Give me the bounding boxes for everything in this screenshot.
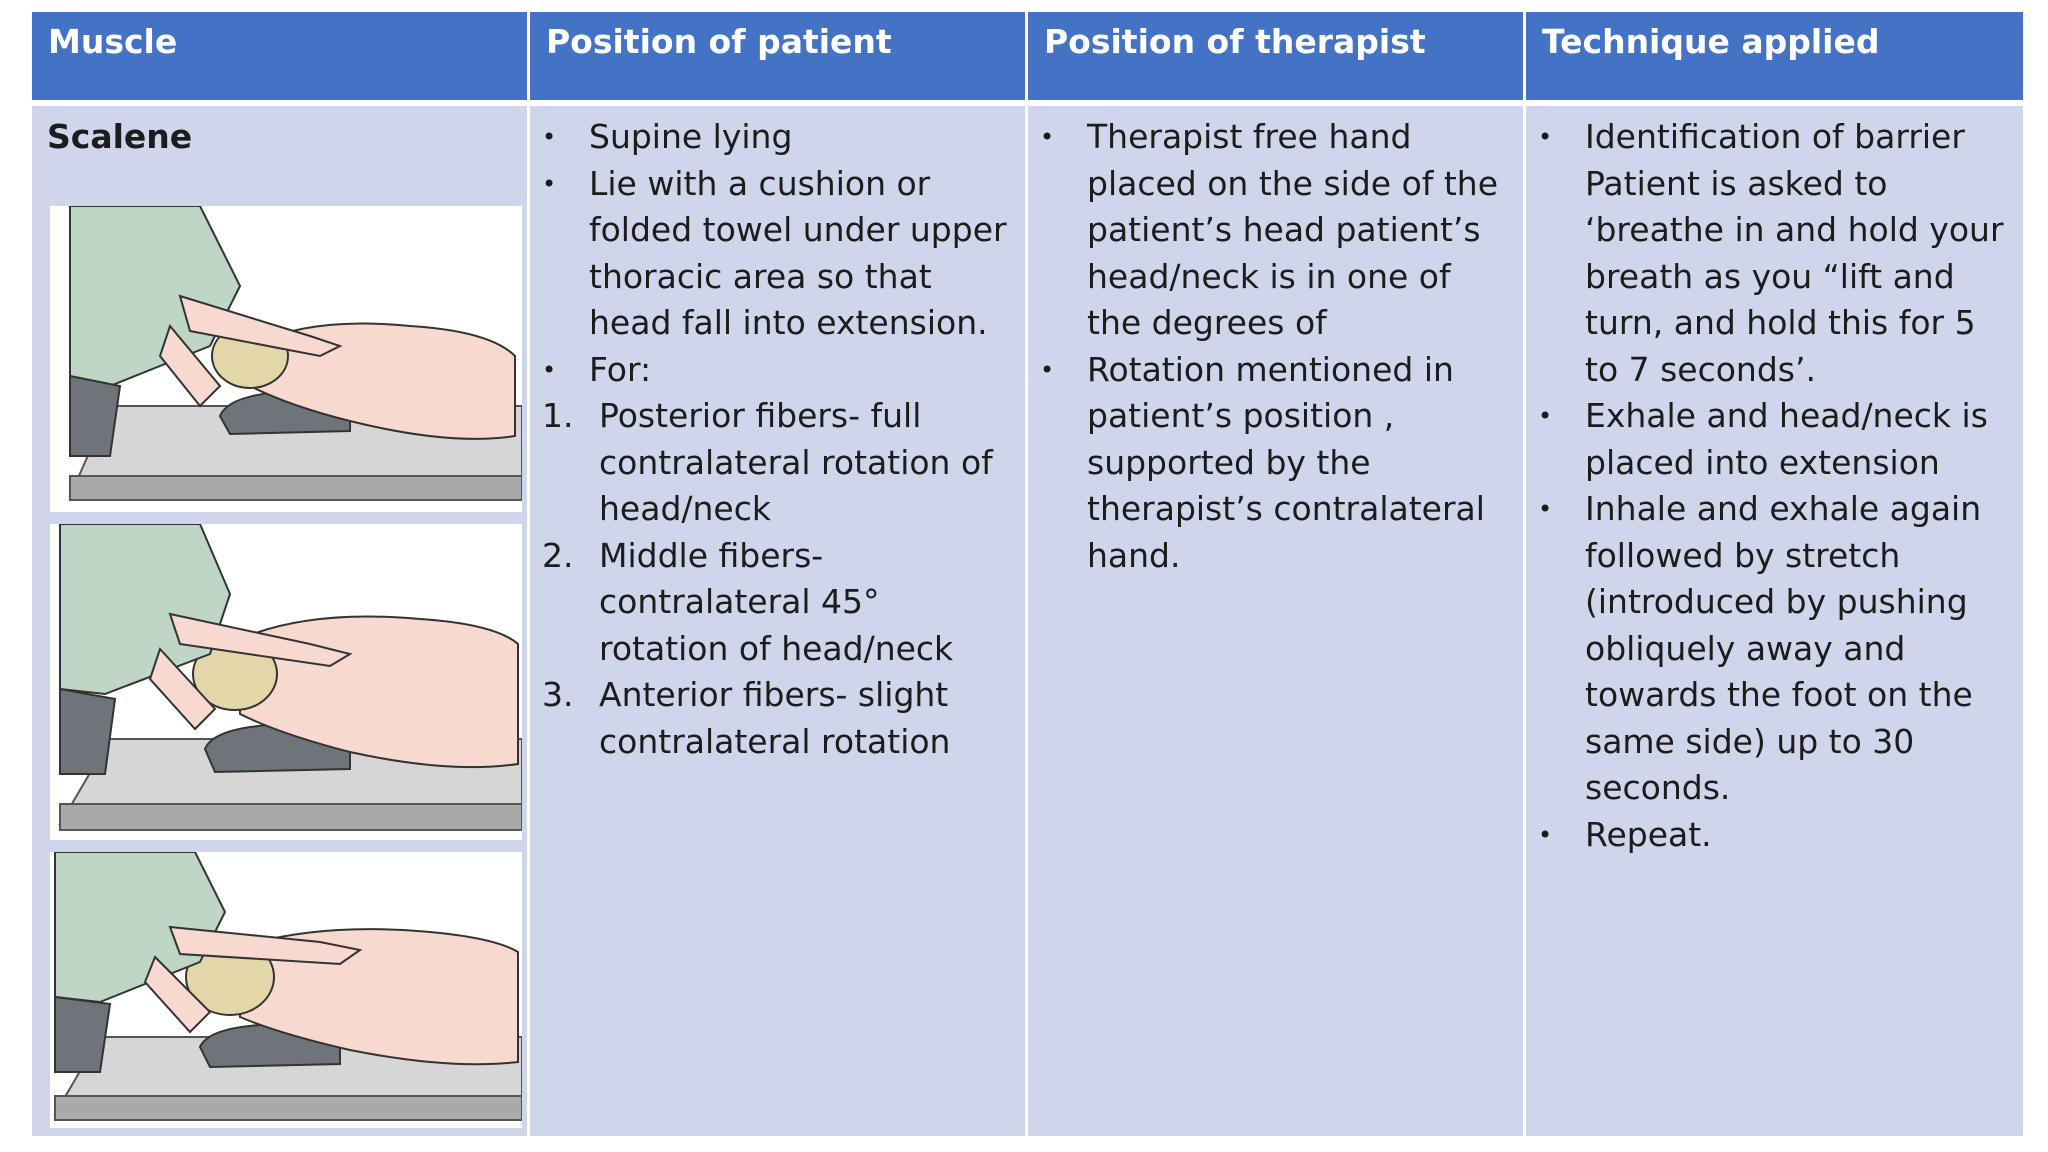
stretch-illustration-anterior [50, 852, 522, 1128]
cell-patient-position [530, 106, 1025, 1136]
number-marker: 3. [542, 675, 574, 714]
list-item: 1. Posterior fibers- full contralateral rotation of head/neck [542, 393, 1013, 533]
list-item: • Lie with a cushion or folded towel under upper thoracic area so that head fall into extension. [542, 161, 1013, 347]
bullet-marker: • [542, 355, 557, 384]
list-item: • Exhale and head/neck is placed into extension [1538, 393, 2011, 486]
number-marker: 2. [542, 535, 574, 575]
stretch-illustration-middle [50, 524, 522, 840]
bullet-marker: • [542, 123, 557, 151]
cell-therapist-position [1028, 106, 1523, 1136]
list-item: • Identification of barrier Patient is asked to ‘breathe in and hold your breath as you “lift and turn, and hold this for 5 to 7 seconds’. [1538, 114, 2011, 393]
bullet-marker: • [1040, 123, 1055, 151]
bullet-marker: • [1538, 820, 1553, 849]
header-patient-position: Position of patient [530, 12, 1025, 100]
header-therapist-position: Position of therapist [1028, 12, 1523, 100]
therapist-bullets [1040, 114, 1511, 579]
bullet-marker: • [1538, 495, 1553, 523]
technique-bullets [1538, 114, 2011, 858]
patient-numbered-list [542, 393, 1013, 765]
bullet-marker: • [1538, 402, 1553, 430]
list-item: • Rotation mentioned in patient’s position , supported by the therapist’s contralateral hand. [1040, 347, 1511, 580]
technique-table [32, 12, 2020, 1136]
list-item: • For: [542, 347, 1013, 394]
patient-bullets [542, 114, 1013, 393]
header-muscle: Muscle [32, 12, 527, 100]
stretch-illustration-posterior [50, 206, 522, 512]
list-item: • Therapist free hand placed on the side of the patient’s head patient’s head/neck is in one of the degrees of [1040, 114, 1511, 347]
cell-technique [1526, 106, 2023, 1136]
list-item: • Supine lying [542, 114, 1013, 161]
header-technique: Technique applied [1526, 12, 2023, 100]
list-item: 3. Anterior fibers- slight contralateral rotation [542, 672, 1013, 765]
muscle-name: Scalene [47, 117, 193, 156]
list-item: • Inhale and exhale again followed by stretch (introduced by pushing obliquely away and towards the foot on the same side) up to 30 seconds. [1538, 486, 2011, 812]
bullet-marker: • [542, 169, 557, 198]
number-marker: 1. [542, 396, 574, 435]
bullet-marker: • [1538, 123, 1553, 151]
list-item: 2. Middle fibers- contralateral 45° rotation of head/neck [542, 533, 1013, 673]
cell-muscle [32, 106, 527, 1136]
list-item: • Repeat. [1538, 812, 2011, 859]
bullet-marker: • [1040, 355, 1055, 384]
